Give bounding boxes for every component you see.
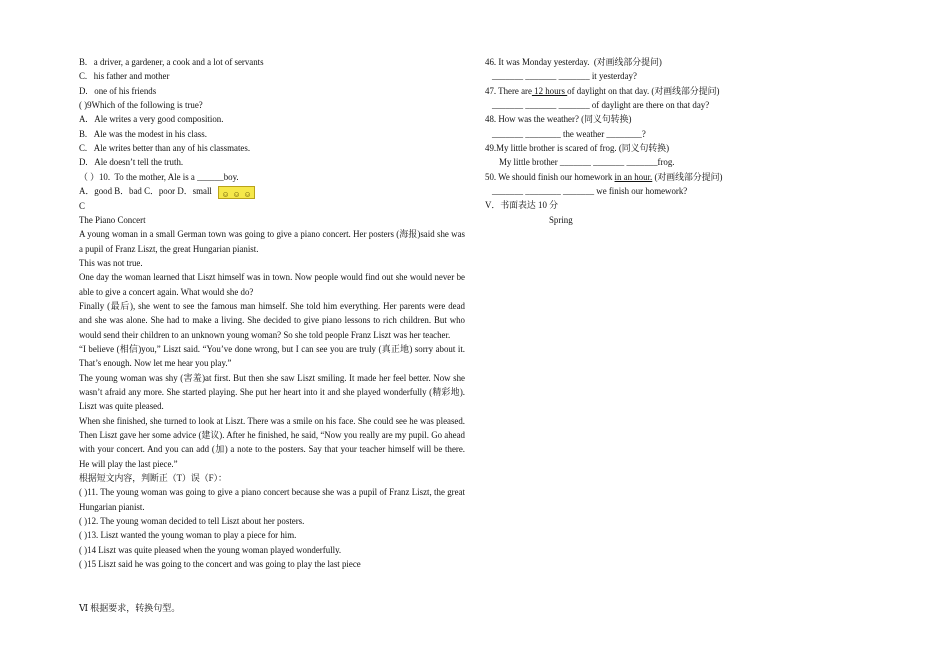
q9-stem: ( )9Which of the following is true? <box>79 100 203 111</box>
right-column <box>485 55 785 227</box>
q10-options: A．good B．bad C．poor D．small <box>79 186 212 197</box>
q9-option-c: C. Ale writes better than any of his classmates. <box>79 143 251 154</box>
tf-item: ( )13. Liszt wanted the young woman to play a piece for him. <box>79 530 297 541</box>
q49-stem: 49.My little brother is scared of frog. (同义句转换) <box>485 143 670 154</box>
left-column <box>79 55 465 571</box>
passage-paragraph: The young woman was shy (害羞)at first. But then she saw Liszt smiling. It made her feel better. Now she wasn’t afraid any more. She started playing. She put her heart into it and she played wonderfully (精彩地). Liszt was quite pleased. <box>79 372 465 412</box>
smiley-stickers-icon: ☺ ☺ ☺ <box>218 186 255 199</box>
q10-stem: （ ）10. To the mother, Ale is a ______boy. <box>79 171 239 182</box>
q47-prefix: 47. There are <box>485 85 532 96</box>
tf-instruction: 根据短文内容，判断正（T）误（F）： <box>79 473 227 484</box>
passage-paragraph: A young woman in a small German town was going to give a piano concert. Her posters (海报)said she was a pupil of Franz Liszt, the great Hungarian pianist. <box>79 229 465 254</box>
tf-item: ( )12. The young woman decided to tell Liszt about her posters. <box>79 516 305 527</box>
passage-paragraph: “I believe (相信)you,” Liszt said. “You’ve done wrong, but I can see you are truly (真正地) sorry about it. That’s enough. Now let me hear you play.” <box>79 343 465 369</box>
q50-suffix: (对画线部分提问) <box>652 171 723 182</box>
passage-paragraph: Finally (最后), she went to see the famous man himself. She told him everything. Her parents were dead and she was alone. She had to make a living. She decided to give piano lessons to rich children. But who would send their children to an unknown young woman? So she told people Franz Liszt was her teacher. <box>79 300 465 340</box>
tf-item: ( )15 Liszt said he was going to the concert and was going to play the last piece <box>79 559 361 570</box>
q48-answer-line: _______ ________ the weather ________? <box>492 128 646 139</box>
tf-item: ( )14 Liszt was quite pleased when the young woman played wonderfully. <box>79 544 342 555</box>
q48-stem: 48. How was the weather? (同义句转换) <box>485 114 632 125</box>
section-c-label: C <box>79 200 85 211</box>
q47-underlined: 12 hours <box>531 85 568 96</box>
q47-stem <box>485 84 785 98</box>
q50-prefix: 50. We should finish our homework <box>485 171 615 182</box>
essay-title: Spring <box>549 214 573 225</box>
passage-paragraph: This was not true. <box>79 257 143 268</box>
passage-paragraph: When she finished, she turned to look at Liszt. There was a smile on his face. She could see he was pleased. Then Liszt gave her some advice (建议). After he finished, he said, “Now you really are my pupil. Go ahead with your concert. And you can add (加) a note to the posters. Say that your teacher himself will be there. He will play the last piece.” <box>79 415 465 469</box>
passage-title: The Piano Concert <box>79 214 146 225</box>
q46-answer-line: _______ _______ _______ it yesterday? <box>492 71 637 82</box>
q8-option-d: D. one of his friends <box>79 85 157 96</box>
section-v-heading: V．书面表达 10 分 <box>485 200 558 211</box>
section-vi-heading: Ⅵ 根据要求，转换句型。 <box>79 603 181 613</box>
q9-option-b: B. Ale was the modest in his class. <box>79 128 207 139</box>
q47-answer-line: _______ _______ _______ of daylight are there on that day? <box>492 100 710 111</box>
q46-stem: 46. It was Monday yesterday. (对画线部分提问) <box>485 57 662 67</box>
q8-option-b: B. a driver, a gardener, a cook and a lot of servants <box>79 57 264 67</box>
q49-answer-line: My little brother _______ _______ _______frog. <box>499 157 675 168</box>
q9-option-d: D. Ale doesn’t tell the truth. <box>79 157 184 168</box>
passage-paragraph: One day the woman learned that Liszt himself was in town. Now people would find out she would never be able to give a concert again. What would she do? <box>79 272 465 297</box>
q9-option-a: A. Ale writes a very good composition. <box>79 114 224 125</box>
q50-underlined: in an hour. <box>614 171 653 182</box>
q47-suffix: of daylight on that day. (对画线部分提问) <box>567 85 720 96</box>
q50-answer-line: _______ ________ _______ we finish our homework? <box>492 186 688 197</box>
q50-stem <box>485 170 785 184</box>
tf-item: ( )11. The young woman was going to give a piano concert because she was a pupil of Franz Liszt, the great Hungarian pianist. <box>79 487 465 512</box>
q10-options-row <box>79 184 465 198</box>
q8-option-c: C. his father and mother <box>79 71 170 82</box>
